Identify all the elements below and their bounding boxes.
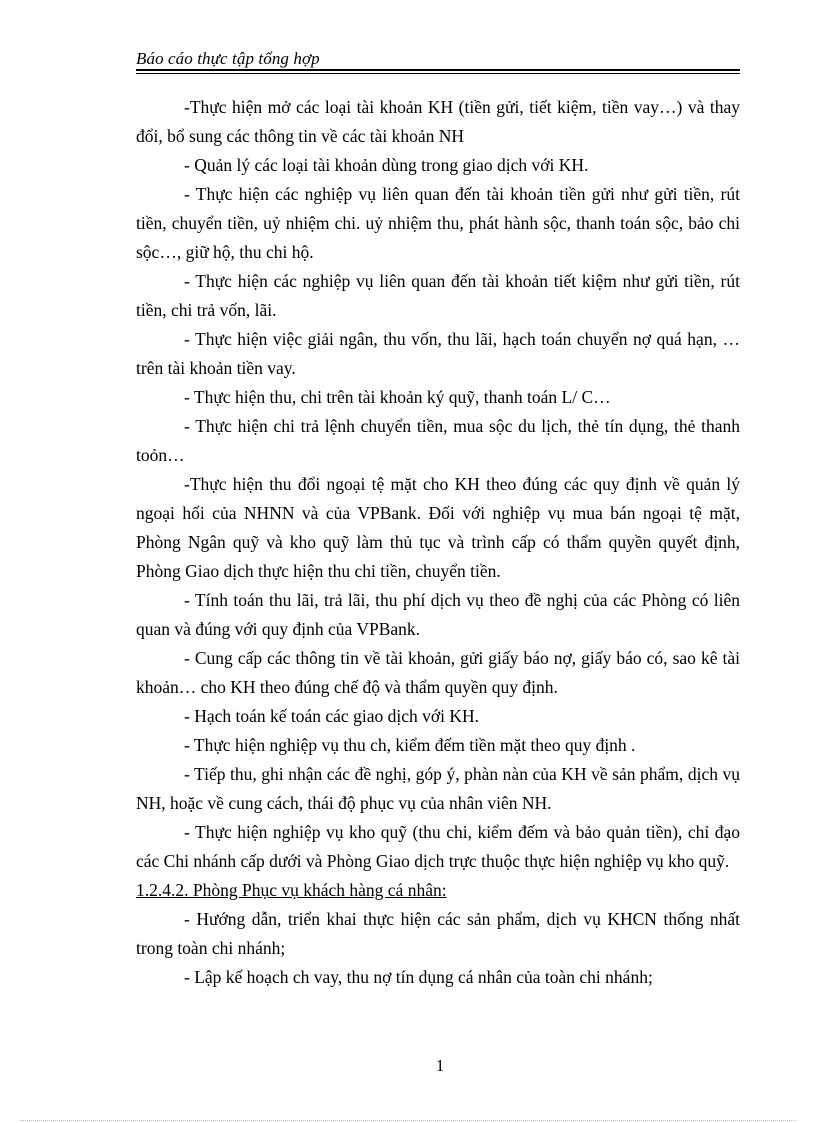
paragraph: - Thực hiện các nghiệp vụ liên quan đến tài khoản tiền gửi như gửi tiền, rút tiền, chuyển tiền, uỷ nhiệm chi. uỷ nhiệm thu, phát hành sộc, thanh toán sộc, bảo chi sộc…, giữ hộ, thu chi hộ. [136,184,740,262]
paragraph: - Hướng dẫn, triển khai thực hiện các sản phẩm, dịch vụ KHCN thống nhất trong toàn chi nhánh; [136,909,740,958]
paragraph: - Thực hiện chi trả lệnh chuyển tiền, mua sộc du lịch, thẻ tín dụng, thẻ thanh toỏn… [136,416,740,465]
paragraph: -Thực hiện mở các loại tài khoản KH (tiền gửi, tiết kiệm, tiền vay…) và thay đổi, bổ sung các thông tin về các tài khoản NH [136,97,740,146]
header-rule-thick [136,69,740,71]
page-header [136,48,740,72]
paragraph: - Thực hiện việc giải ngân, thu vốn, thu lãi, hạch toán chuyển nợ quá hạn, … trên tài khoản tiền vay. [136,329,740,378]
paragraph: - Quản lý các loại tài khoản dùng trong giao dịch với KH. [184,155,589,175]
paragraph: - Thực hiện các nghiệp vụ liên quan đến tài khoản tiết kiệm như gửi tiền, rút tiền, chi trả vốn, lãi. [136,271,740,320]
document-body [136,93,740,992]
section-heading: 1.2.4.2. Phòng Phục vụ khách hàng cá nhân: [136,880,447,900]
paragraph: - Lập kế hoạch ch vay, thu nợ tín dụng cá nhân của toàn chi nhánh; [184,967,653,987]
paragraph: -Thực hiện thu đổi ngoại tệ mặt cho KH theo đúng các quy định về quản lý ngoại hối của NHNN và của VPBank. Đối với nghiệp vụ mua bán ngoại tệ mặt, Phòng Ngân quỹ và kho quỹ làm thủ tục và trình cấp có thẩm quyền quyết định, Phòng Giao dịch thực hiện thu chi tiền, chuyển tiền. [136,474,740,581]
paragraph: - Tính toán thu lãi, trả lãi, thu phí dịch vụ theo đề nghị của các Phòng có liên quan và đúng với quy định của VPBank. [136,590,740,639]
header-rule-thin [136,73,740,74]
paragraph: - Hạch toán kế toán các giao dịch với KH. [184,706,479,726]
paragraph: - Thực hiện nghiệp vụ kho quỹ (thu chi, kiểm đếm và bảo quản tiền), chỉ đạo các Chi nhánh cấp dưới và Phòng Giao dịch trực thuộc thực hiện nghiệp vụ kho quỹ. [136,822,740,871]
page-number: 1 [435,1056,445,1075]
paragraph: - Thực hiện nghiệp vụ thu ch, kiểm đếm tiền mặt theo quy định . [184,735,636,755]
paragraph: - Thực hiện thu, chi trên tài khoản ký quỹ, thanh toán L/ C… [184,387,611,407]
paragraph: - Tiếp thu, ghi nhận các đề nghị, góp ý, phàn nàn của KH về sản phẩm, dịch vụ NH, hoặc về cung cách, thái độ phục vụ của nhân viên NH. [136,764,740,813]
paragraph: - Cung cấp các thông tin về tài khoản, gửi giấy báo nợ, giấy báo có, sao kê tài khoản… cho KH theo đúng chế độ và thẩm quyền quy định. [136,648,740,697]
header-title: Báo cáo thực tập tổng hợp [136,49,320,68]
page-bottom-border [20,1120,796,1121]
